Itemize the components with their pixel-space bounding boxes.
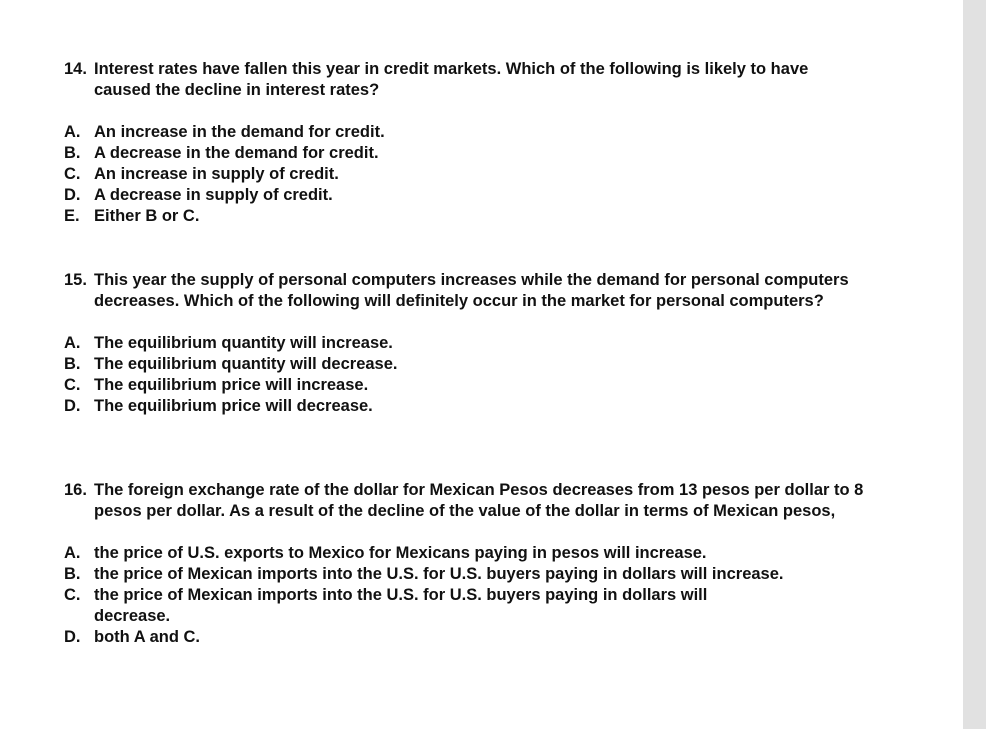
option-letter: A. [64,544,81,562]
option-letter: A. [64,334,81,352]
option-text: the price of Mexican imports into the U.S. for U.S. buyers paying in dollars will decrease. [94,586,708,625]
option-letter: E. [64,207,80,225]
question-16 [64,480,864,648]
option-text: Either B or C. [94,207,200,225]
option-b [64,564,864,585]
option-a [64,543,864,564]
vertical-scrollbar[interactable] [963,0,986,729]
option-letter: C. [64,165,81,183]
option-text: A decrease in the demand for credit. [94,144,379,162]
option-text: A decrease in supply of credit. [94,186,333,204]
option-text: The equilibrium quantity will increase. [94,334,393,352]
answer-options [64,122,864,227]
option-letter: B. [64,355,81,373]
option-a [64,122,864,143]
option-e [64,206,864,227]
option-letter: B. [64,565,81,583]
question-number: 15. [64,271,87,289]
question-text: Interest rates have fallen this year in credit markets. Which of the following is likely to have caused the decline in interest rates? [94,60,809,99]
option-b [64,143,864,164]
question-text: The foreign exchange rate of the dollar for Mexican Pesos decreases from 13 pesos per dollar to 8 pesos per dollar. As a result of the decline of the value of the dollar in terms of Mexican pesos, [94,481,864,520]
option-d [64,627,864,648]
option-d [64,185,864,206]
answer-options [64,543,864,648]
question-stem [64,480,864,522]
option-text: the price of U.S. exports to Mexico for Mexicans paying in pesos will increase. [94,544,707,562]
option-text: both A and C. [94,628,201,646]
option-d [64,396,864,417]
option-letter: B. [64,144,81,162]
option-text: The equilibrium quantity will decrease. [94,355,398,373]
option-c [64,585,864,627]
question-15 [64,270,864,417]
option-text: the price of Mexican imports into the U.S. for U.S. buyers paying in dollars will increase. [94,565,784,583]
option-text: An increase in the demand for credit. [94,123,385,141]
option-text: The equilibrium price will increase. [94,376,369,394]
option-letter: D. [64,628,81,646]
question-number: 16. [64,481,87,499]
question-number: 14. [64,60,87,78]
question-stem [64,270,864,312]
option-letter: A. [64,123,81,141]
option-text: An increase in supply of credit. [94,165,339,183]
option-letter: C. [64,376,81,394]
option-c [64,164,864,185]
option-b [64,354,864,375]
option-letter: D. [64,397,81,415]
question-text: This year the supply of personal computers increases while the demand for personal computers decreases. Which of the following will definitely occur in the market for personal computers? [94,271,849,310]
option-letter: D. [64,186,81,204]
option-letter: C. [64,586,81,604]
question-14 [64,59,864,227]
answer-options [64,333,864,417]
option-a [64,333,864,354]
question-stem [64,59,864,101]
option-text: The equilibrium price will decrease. [94,397,373,415]
option-c [64,375,864,396]
